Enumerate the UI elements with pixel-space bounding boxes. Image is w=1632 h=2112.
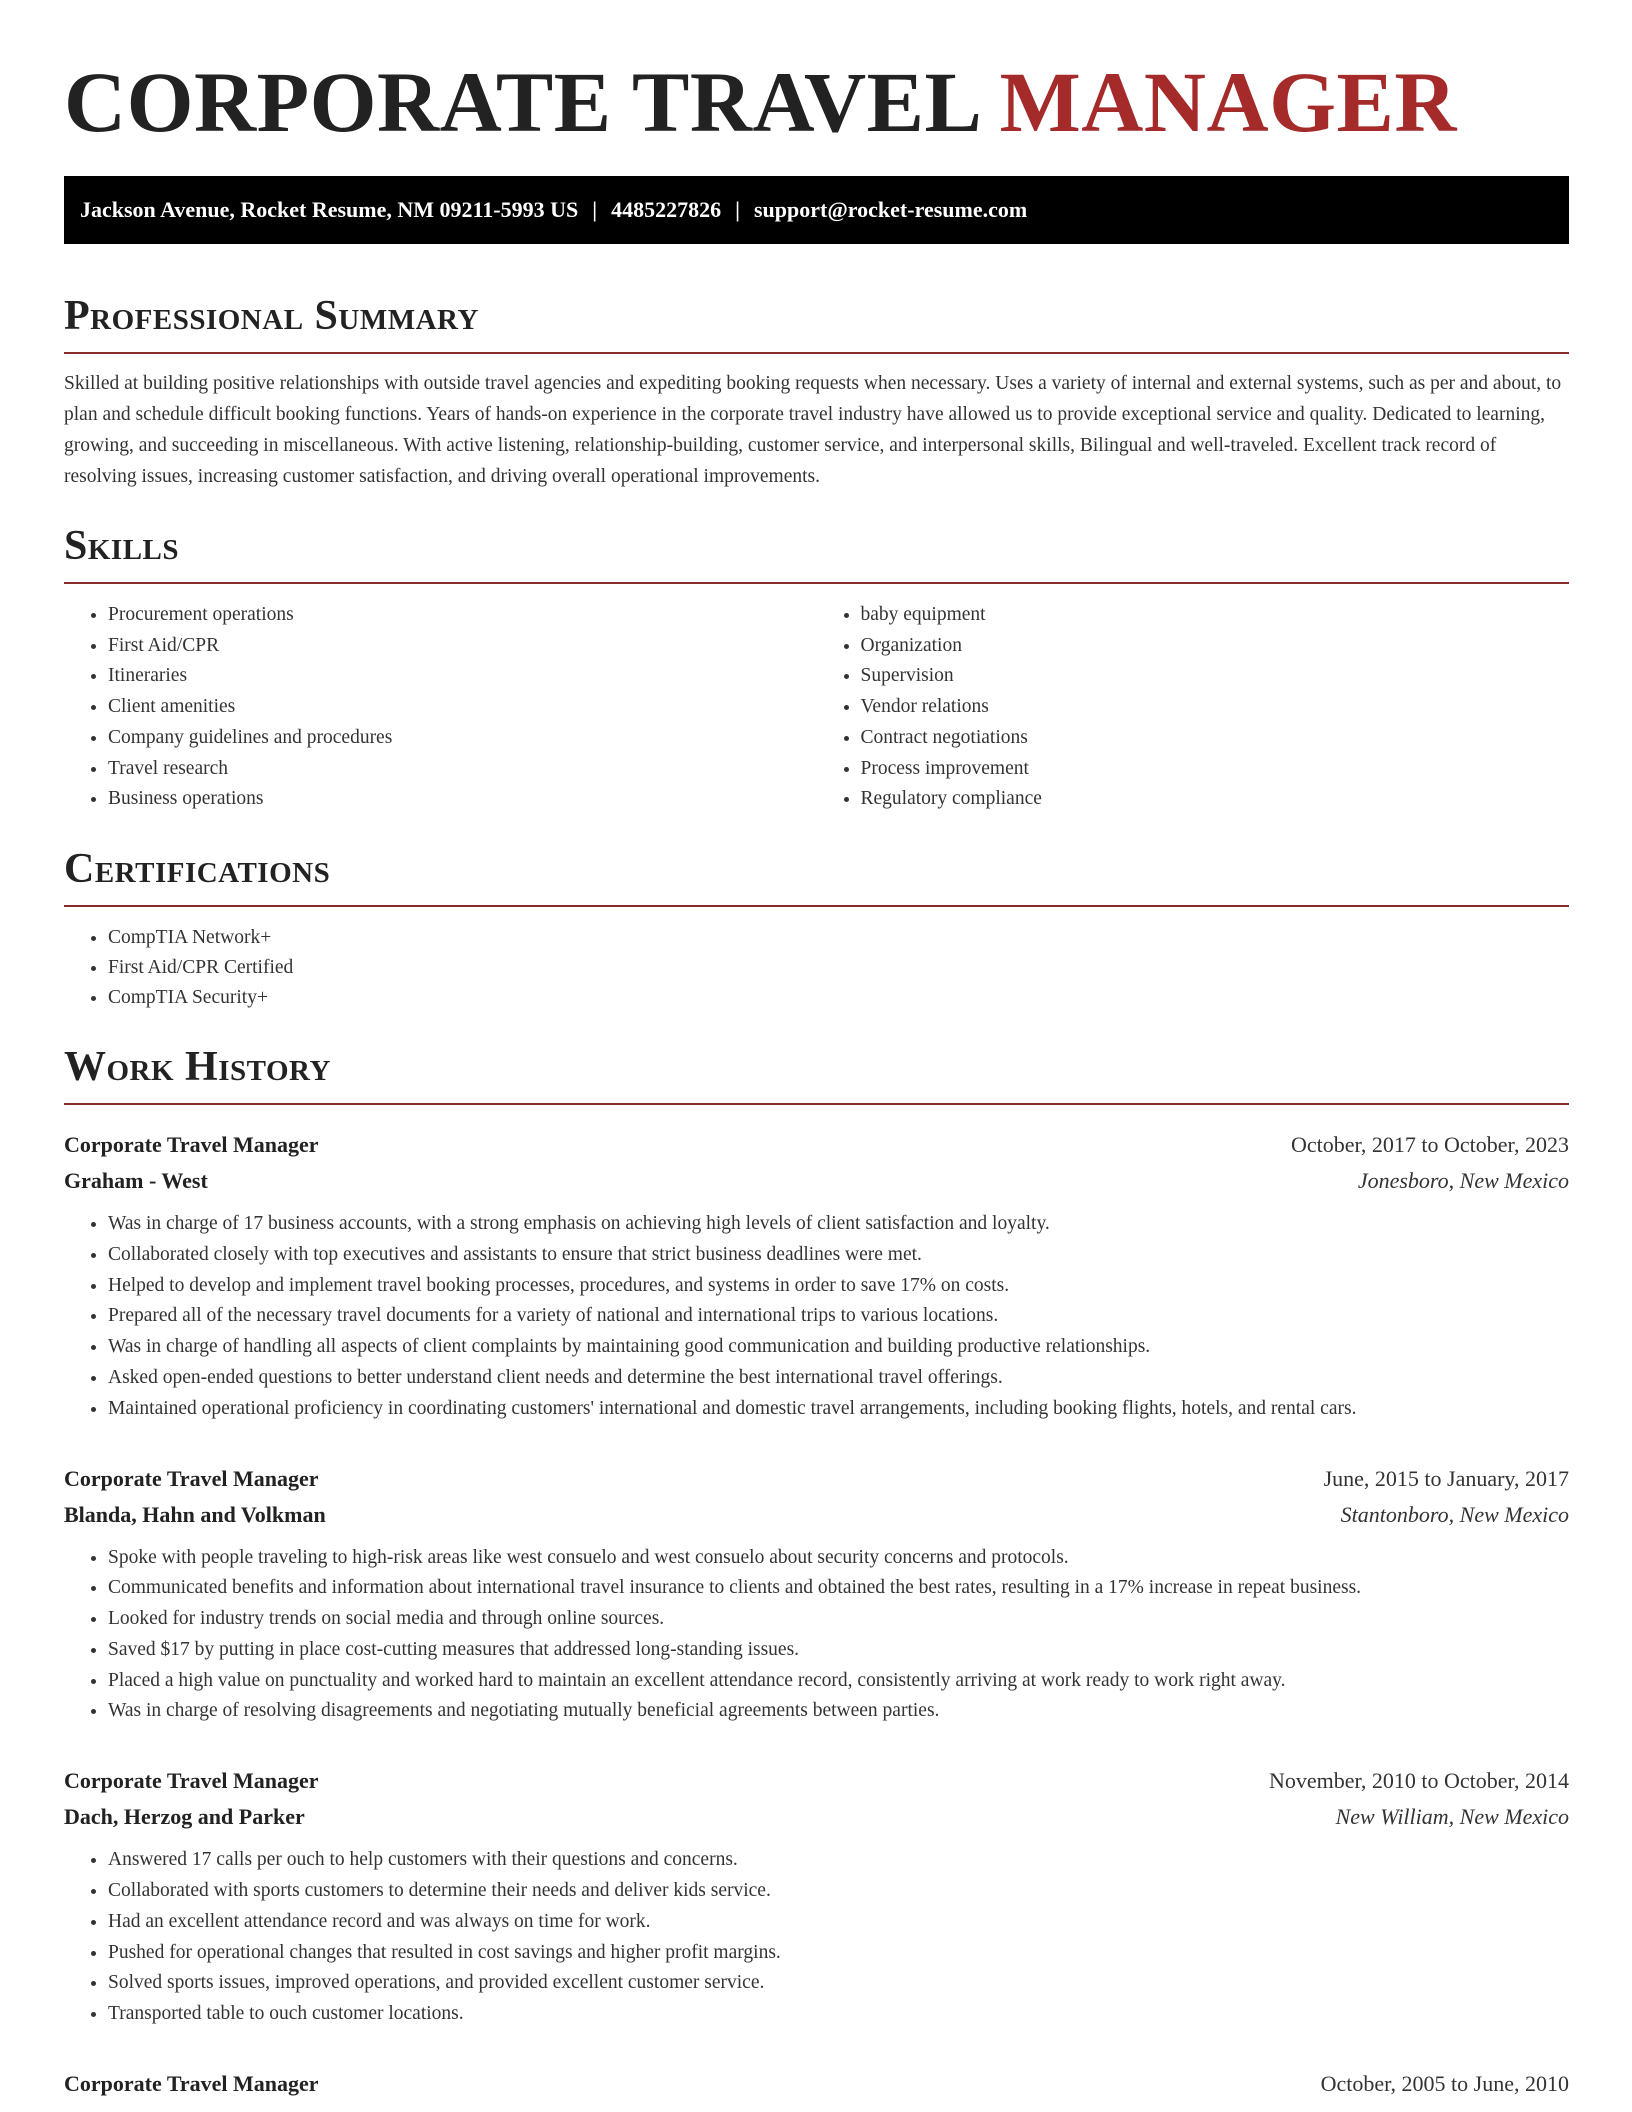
job-header-row: [64, 1461, 1569, 1497]
job-bullet: • Answered 17 calls per ouch to help customers with their questions and concerns.: [108, 1845, 1569, 1876]
job-bullet: • Transported table to ouch customer locations.: [108, 1999, 1569, 2030]
job-bullet: • Was in charge of 17 business accounts, with a strong emphasis on achieving high levels of client satisfaction and loyalty.: [108, 1209, 1569, 1240]
contact-phone: 4485227826: [611, 197, 722, 222]
skill-item: • Supervision: [861, 661, 1570, 692]
job-bullets: [64, 1209, 1569, 1425]
job-title: Corporate Travel Manager: [64, 1465, 319, 1491]
contact-email: support@rocket-resume.com: [753, 197, 1028, 222]
job-company: Graham - West: [64, 1167, 208, 1193]
job-entry: [64, 2066, 1569, 2102]
skill-item: • Itineraries: [108, 661, 817, 692]
job-bullet: • Helped to develop and implement travel booking processes, procedures, and systems in order to save 17% on costs.: [108, 1271, 1569, 1302]
contact-separator: |: [735, 197, 740, 222]
skills-grid: [64, 600, 1569, 815]
resume-page: [64, 0, 1569, 2102]
summary-heading: Professional Summary: [64, 288, 1569, 354]
skills-column-left: [64, 600, 817, 815]
job-bullet: • Collaborated with sports customers to determine their needs and deliver kids service.: [108, 1876, 1569, 1907]
skill-item: • Regulatory compliance: [861, 784, 1570, 815]
job-bullet: • Communicated benefits and information about international travel insurance to clients and obtained the best rates, resulting in a 17% increase in repeat business.: [108, 1573, 1569, 1604]
job-dates: November, 2010 to October, 2014: [1268, 1768, 1569, 1794]
job-entry: [64, 1461, 1569, 1728]
job-entry: [64, 1127, 1569, 1425]
job-header-row: [64, 2066, 1569, 2102]
job-bullet: • Spoke with people traveling to high-risk areas like west consuelo and west consuelo about security concerns and protocols.: [108, 1543, 1569, 1574]
skill-item: • Vendor relations: [861, 692, 1570, 723]
job-bullet: • Had an excellent attendance record and was always on time for work.: [108, 1907, 1569, 1938]
certifications-list: [64, 923, 1569, 1013]
summary-text: Skilled at building positive relationships with outside travel agencies and expediting booking requests when necessary. Uses a variety of internal and external systems, such as per and about, to plan and schedule difficult booking functions. Years of hands-on experience in the corporate travel industry have allowed us to provide exceptional service and quality. Dedicated to learning, growing, and succeeding in miscellaneous. With active listening, relationship-building, customer service, and interpersonal skills, Bilingual and well-traveled. Excellent track record of resolving issues, increasing customer satisfaction, and driving overall operational improvements.: [64, 373, 1562, 487]
skill-item: • Client amenities: [108, 692, 817, 723]
skill-item: • Organization: [861, 631, 1570, 662]
job-company: Blanda, Hahn and Volkman: [64, 1501, 326, 1527]
job-bullet: • Was in charge of handling all aspects of client complaints by maintaining good communication and building productive relationships.: [108, 1332, 1569, 1363]
job-bullets: [64, 1543, 1569, 1728]
resume-title: [64, 0, 1569, 160]
skill-item: • Travel research: [108, 754, 817, 785]
certification-item: • CompTIA Security+: [108, 983, 1569, 1013]
title-accent: MANAGER: [999, 54, 1457, 150]
job-title: Corporate Travel Manager: [64, 2071, 319, 2097]
job-company: Dach, Herzog and Parker: [64, 1804, 305, 1830]
job-location: New William, New Mexico: [1335, 1804, 1569, 1830]
contact-bar: [64, 176, 1569, 244]
skill-item: • Contract negotiations: [861, 723, 1570, 754]
skill-item: • baby equipment: [861, 600, 1570, 631]
job-bullet: • Placed a high value on punctuality and worked hard to maintain an excellent attendance record, consistently arriving at work ready to work right away.: [108, 1666, 1569, 1697]
job-bullet: • Was in charge of resolving disagreements and negotiating mutually beneficial agreements between parties.: [108, 1696, 1569, 1727]
job-company-row: [64, 1497, 1569, 1533]
job-bullet: • Looked for industry trends on social media and through online sources.: [108, 1604, 1569, 1635]
job-company-row: [64, 1163, 1569, 1199]
contact-address: Jackson Avenue, Rocket Resume, NM 09211-5993 US: [80, 197, 579, 222]
job-location: Stantonboro, New Mexico: [1340, 1501, 1569, 1527]
contact-separator: |: [592, 197, 598, 222]
job-entry: [64, 1763, 1569, 2030]
job-title: Corporate Travel Manager: [64, 1131, 319, 1157]
job-header-row: [64, 1763, 1569, 1799]
job-company-row: [64, 1799, 1569, 1835]
job-bullet: • Saved $17 by putting in place cost-cutting measures that addressed long-standing issues.: [108, 1635, 1569, 1666]
job-location: Jonesboro, New Mexico: [1357, 1167, 1569, 1193]
job-dates: October, 2005 to June, 2010: [1320, 2071, 1569, 2097]
certifications-heading: Certifications: [64, 841, 1569, 907]
job-bullet: • Maintained operational proficiency in coordinating customers' international and domestic travel arrangements, including booking flights, hotels, and rental cars.: [108, 1394, 1569, 1425]
skill-item: • Procurement operations: [108, 600, 817, 631]
certification-item: • First Aid/CPR Certified: [108, 953, 1569, 983]
title-main: CORPORATE TRAVEL: [64, 54, 978, 150]
skill-item: • First Aid/CPR: [108, 631, 817, 662]
job-bullet: • Collaborated closely with top executives and assistants to ensure that strict business deadlines were met.: [108, 1240, 1569, 1271]
certification-item: • CompTIA Network+: [108, 923, 1569, 953]
skill-item: • Process improvement: [861, 754, 1570, 785]
work-history-heading: Work History: [64, 1039, 1569, 1105]
job-bullets: [64, 1845, 1569, 2030]
skills-heading: Skills: [64, 518, 1569, 584]
job-bullet: • Asked open-ended questions to better understand client needs and determine the best international travel offerings.: [108, 1363, 1569, 1394]
job-bullet: • Solved sports issues, improved operations, and provided excellent customer service.: [108, 1968, 1569, 1999]
skills-column-right: [817, 600, 1570, 815]
skill-item: • Company guidelines and procedures: [108, 723, 817, 754]
skill-item: • Business operations: [108, 784, 817, 815]
job-title: Corporate Travel Manager: [64, 1768, 319, 1794]
job-dates: June, 2015 to January, 2017: [1323, 1465, 1569, 1491]
job-bullet: • Pushed for operational changes that resulted in cost savings and higher profit margins.: [108, 1938, 1569, 1969]
job-dates: October, 2017 to October, 2023: [1290, 1131, 1569, 1157]
job-bullet: • Prepared all of the necessary travel documents for a variety of national and international trips to various locations.: [108, 1301, 1569, 1332]
job-header-row: [64, 1127, 1569, 1163]
